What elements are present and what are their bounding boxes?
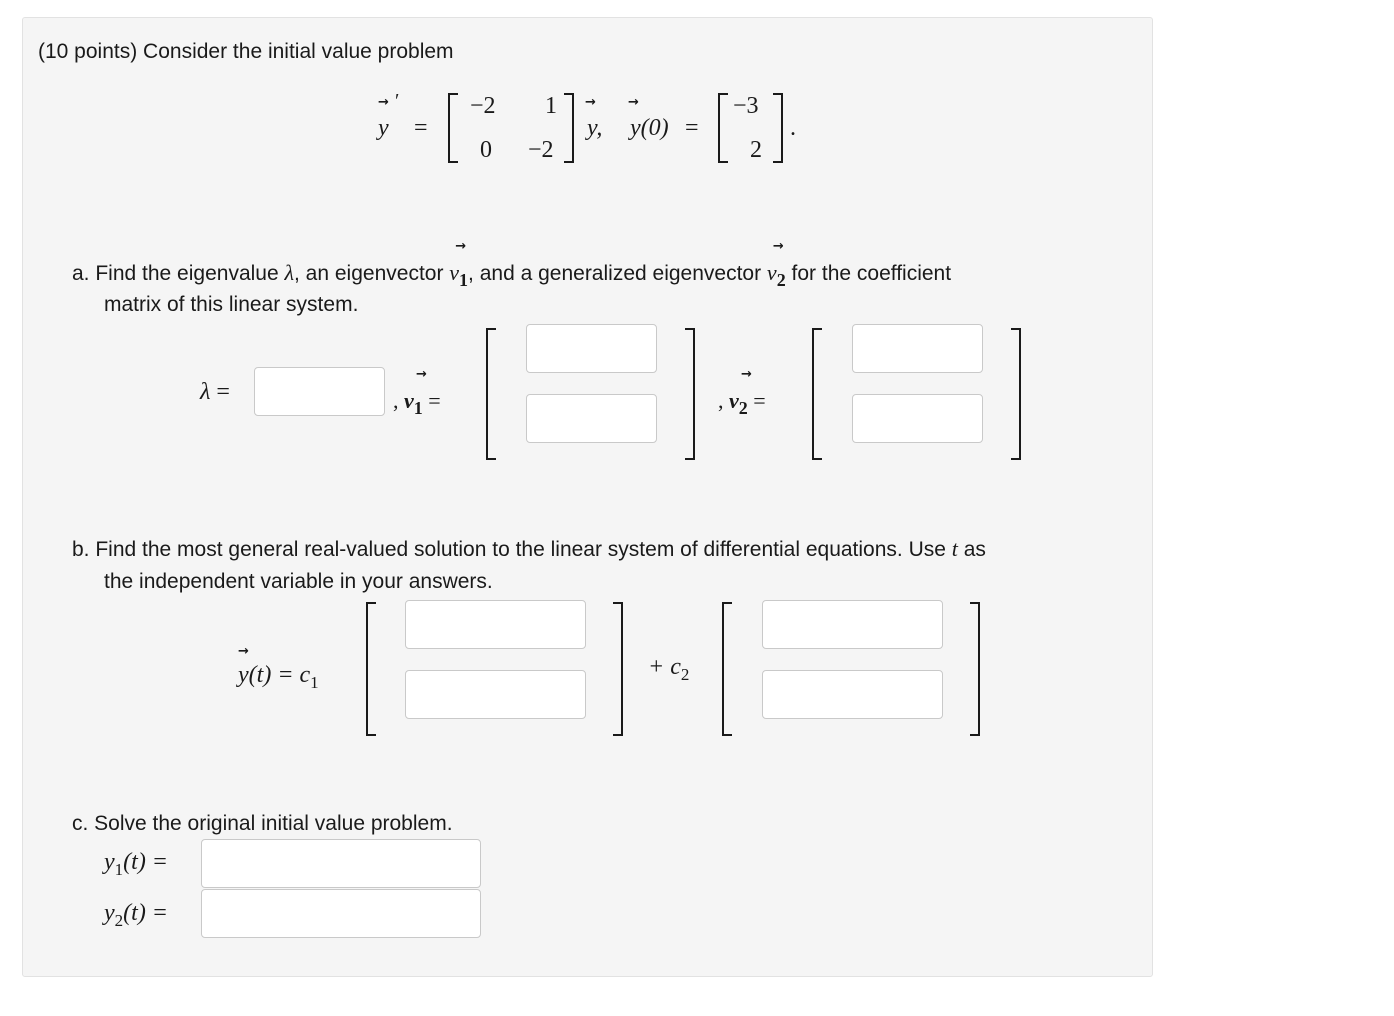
b-vec1-left-bracket (366, 602, 376, 736)
b-vec1-bottom-input[interactable] (405, 670, 586, 719)
matrix-a-11: −2 (470, 93, 496, 119)
matrix-a-22: −2 (528, 137, 554, 163)
v1-symbol: → $v_1$ (449, 239, 469, 290)
ic-vector-2: 2 (750, 137, 762, 163)
vector-arrow-icon: → (378, 95, 389, 110)
vector-arrow-icon: → (585, 95, 596, 110)
v1-bottom-field[interactable] (527, 395, 656, 442)
y2-label: $y_2(t)$ = (104, 900, 169, 930)
b-vec2-top-input[interactable] (762, 600, 943, 649)
lambda-field[interactable] (255, 368, 384, 415)
b-vec1-top-input[interactable] (405, 600, 586, 649)
ivp-prime: ′ (395, 90, 400, 112)
y2-input[interactable] (201, 889, 481, 938)
b-vec2-left-bracket (722, 602, 732, 736)
b-vec2-right-bracket (970, 602, 980, 736)
part-b-prompt-line2: the independent variable in your answers. (104, 570, 493, 593)
plus-c2-label: + $c_2$ (648, 654, 690, 684)
b-vec1-right-bracket (613, 602, 623, 736)
v2-right-bracket (1011, 328, 1021, 460)
v1-left-bracket (486, 328, 496, 460)
part-b-prompt: b. Find the most general real-valued solution to the linear system of differential equations. Use t as (72, 536, 986, 561)
general-solution-lhs: $y(t) = c_1$ (238, 662, 319, 692)
v2-top-input[interactable] (852, 324, 983, 373)
part-a-prompt-line2: matrix of this linear system. (104, 293, 359, 316)
v2-top-field[interactable] (853, 325, 982, 372)
v1-right-bracket (685, 328, 695, 460)
ivp-ic-equals: = (685, 115, 699, 141)
vector-arrow-icon: → (455, 239, 467, 254)
b-vec2-bottom-input[interactable] (762, 670, 943, 719)
ic-vector-left-bracket (718, 93, 728, 163)
ivp-ic-var: y(0) (630, 115, 669, 141)
matrix-a-left-bracket (448, 93, 458, 163)
b-vec2-top-field[interactable] (763, 601, 942, 648)
v2-left-bracket (812, 328, 822, 460)
v1-top-field[interactable] (527, 325, 656, 372)
matrix-a-21: 0 (480, 137, 492, 163)
v1-top-input[interactable] (526, 324, 657, 373)
v1-label: , → $v_1$ = (393, 367, 441, 418)
lambda-input[interactable] (254, 367, 385, 416)
y1-field[interactable] (202, 840, 480, 887)
ivp-equals: = (414, 115, 428, 141)
vector-arrow-icon: → (238, 644, 249, 659)
v2-bottom-field[interactable] (853, 395, 982, 442)
b-vec1-top-field[interactable] (406, 601, 585, 648)
lambda-symbol: λ (284, 260, 295, 285)
ivp-lhs-var: y (378, 115, 389, 141)
v2-label: , → $v_2$ = (718, 367, 766, 418)
lambda-label: λ = (200, 379, 230, 405)
matrix-a-right-bracket (564, 93, 574, 163)
ic-vector-1: −3 (733, 93, 759, 119)
vector-arrow-icon: → (741, 367, 752, 382)
part-a-prompt: a. Find the eigenvalue λ, an eigenvector → $v_1$, and a generalized eigenvector → $v_2$ for the coefficient (72, 239, 952, 290)
t-symbol: t (951, 536, 958, 561)
ic-vector-right-bracket (773, 93, 783, 163)
vector-arrow-icon: → (772, 239, 784, 254)
v2-symbol: → $v_2$ (766, 239, 786, 290)
v2-bottom-input[interactable] (852, 394, 983, 443)
ivp-period: . (790, 115, 796, 141)
y2-field[interactable] (202, 890, 480, 937)
y1-label: $y_1(t)$ = (104, 849, 169, 879)
b-vec2-bottom-field[interactable] (763, 671, 942, 718)
part-c-prompt: c. Solve the original initial value problem. (72, 812, 453, 835)
matrix-a-12: 1 (545, 93, 557, 119)
y1-input[interactable] (201, 839, 481, 888)
v1-bottom-input[interactable] (526, 394, 657, 443)
vector-arrow-icon: → (628, 95, 639, 110)
question-header: (10 points) Consider the initial value problem (38, 40, 454, 63)
b-vec1-bottom-field[interactable] (406, 671, 585, 718)
vector-arrow-icon: → (416, 367, 427, 382)
ivp-rhs-var: y, (587, 115, 603, 141)
